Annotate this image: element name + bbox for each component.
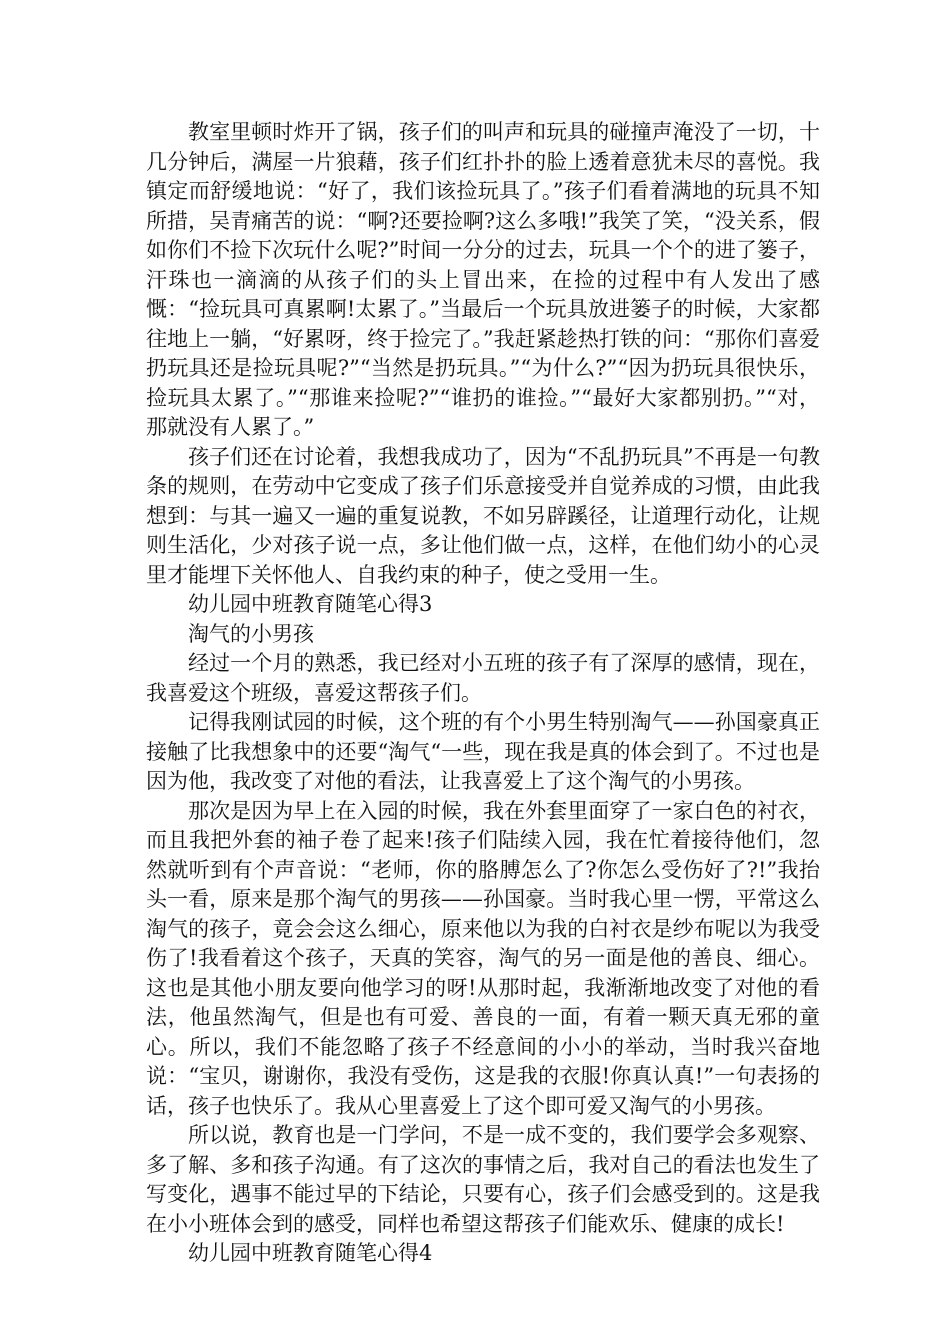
section-heading-4: 幼儿园中班教育随笔心得4 (188, 1241, 433, 1265)
paragraph-toy-cleanup: 教室里顿时炸开了锅，孩子们的叫声和玩具的碰撞声淹没了一切，十几分钟后，满屋一片狼藉，孩子们红扑扑的脸上透着意犹未尽的喜悦。我镇定而舒缓地说：“好了，我们该捡玩具了。”孩子们看着满地的玩具不知所措，吴青痛苦的说：“啊?还要捡啊?这么多哦!”我笑了笑，“没关系，假如你们不捡下次玩什么呢?”时间一分分的过去，玩具一个个的进了篓子，汗珠也一滴滴的从孩子们的头上冒出来，在捡的过程中有人发出了感慨：“捡玩具可真累啊!太累了。”当最后一个玩具放进篓子的时候，大家都往地上一躺，“好累呀，终于捡完了。”我赶紧趁热打铁的问：“那你们喜爱扔玩具还是捡玩具呢?”“当然是扔玩具。”“为什么?”“因为扔玩具很快乐，捡玩具太累了。”“那谁来捡呢?”“谁扔的谁捡。”“最好大家都别扔。”“对，那就没有人累了。” (146, 120, 820, 439)
paragraph-conclusion: 所以说，教育也是一门学问，不是一成不变的，我们要学会多观察、多了解、多和孩子沟通。有了这次的事情之后，我对自己的看法也发生了写变化，遇事不能过早的下结论，只要有心，孩子们会感受到的。这是我在小小班体会到的感受，同样也希望这帮孩子们能欢乐、健康的成长! (146, 1123, 820, 1236)
paragraph-reflection: 孩子们还在讨论着，我想我成功了，因为“不乱扔玩具”不再是一句教条的规则，在劳动中它变成了孩子们乐意接受并自觉养成的习惯，由此我想到：与其一遍又一遍的重复说教，不如另辟蹊径，让道理行动化，让规则生活化，少对孩子说一点，多让他们做一点，这样，在他们幼小的心灵里才能埋下关怀他人、自我约束的种子，使之受用一生。 (146, 444, 820, 587)
story-title: 淘气的小男孩 (188, 621, 314, 646)
paragraph-intro: 经过一个月的熟悉，我已经对小五班的孩子有了深厚的感情，现在，我喜爱这个班级，喜爱这帮孩子们。 (146, 651, 820, 705)
paragraph-incident: 那次是因为早上在入园的时候，我在外套里面穿了一家白色的衬衣，而且我把外套的袖子卷了起来!孩子们陆续入园，我在忙着接待他们，忽然就听到有个声音说：“老师，你的胳膊怎么了?你怎么受伤好了?!”我抬头一看，原来是那个淘气的男孩——孙国豪。当时我心里一愣，平常这么淘气的孩子，竟会会这么细心，原来他以为我的白衬衣是纱布呢以为我受伤了!我看着这个孩子，天真的笑容，淘气的另一面是他的善良、细心。这也是其他小朋友要向他学习的呀!从那时起，我渐渐地改变了对他的看法，他虽然淘气，但是也有可爱、善良的一面，有着一颗天真无邪的童心。所以，我们不能忽略了孩子不经意间的小小的举动，当时我兴奋地说：“宝贝，谢谢你，我没有受伤，这是我的衣服!你真认真!”一句表扬的话，孩子也快乐了。我从心里喜爱上了这个即可爱又淘气的小男孩。 (146, 798, 820, 1118)
paragraph-first-impression: 记得我刚试园的时候，这个班的有个小男生特别淘气——孙国豪真正接触了比我想象中的还要“淘气“一些，现在我是真的体会到了。不过也是因为他，我改变了对他的看法，让我喜爱上了这个淘气的小男孩。 (146, 710, 820, 793)
section-heading-3: 幼儿园中班教育随笔心得3 (188, 592, 433, 616)
